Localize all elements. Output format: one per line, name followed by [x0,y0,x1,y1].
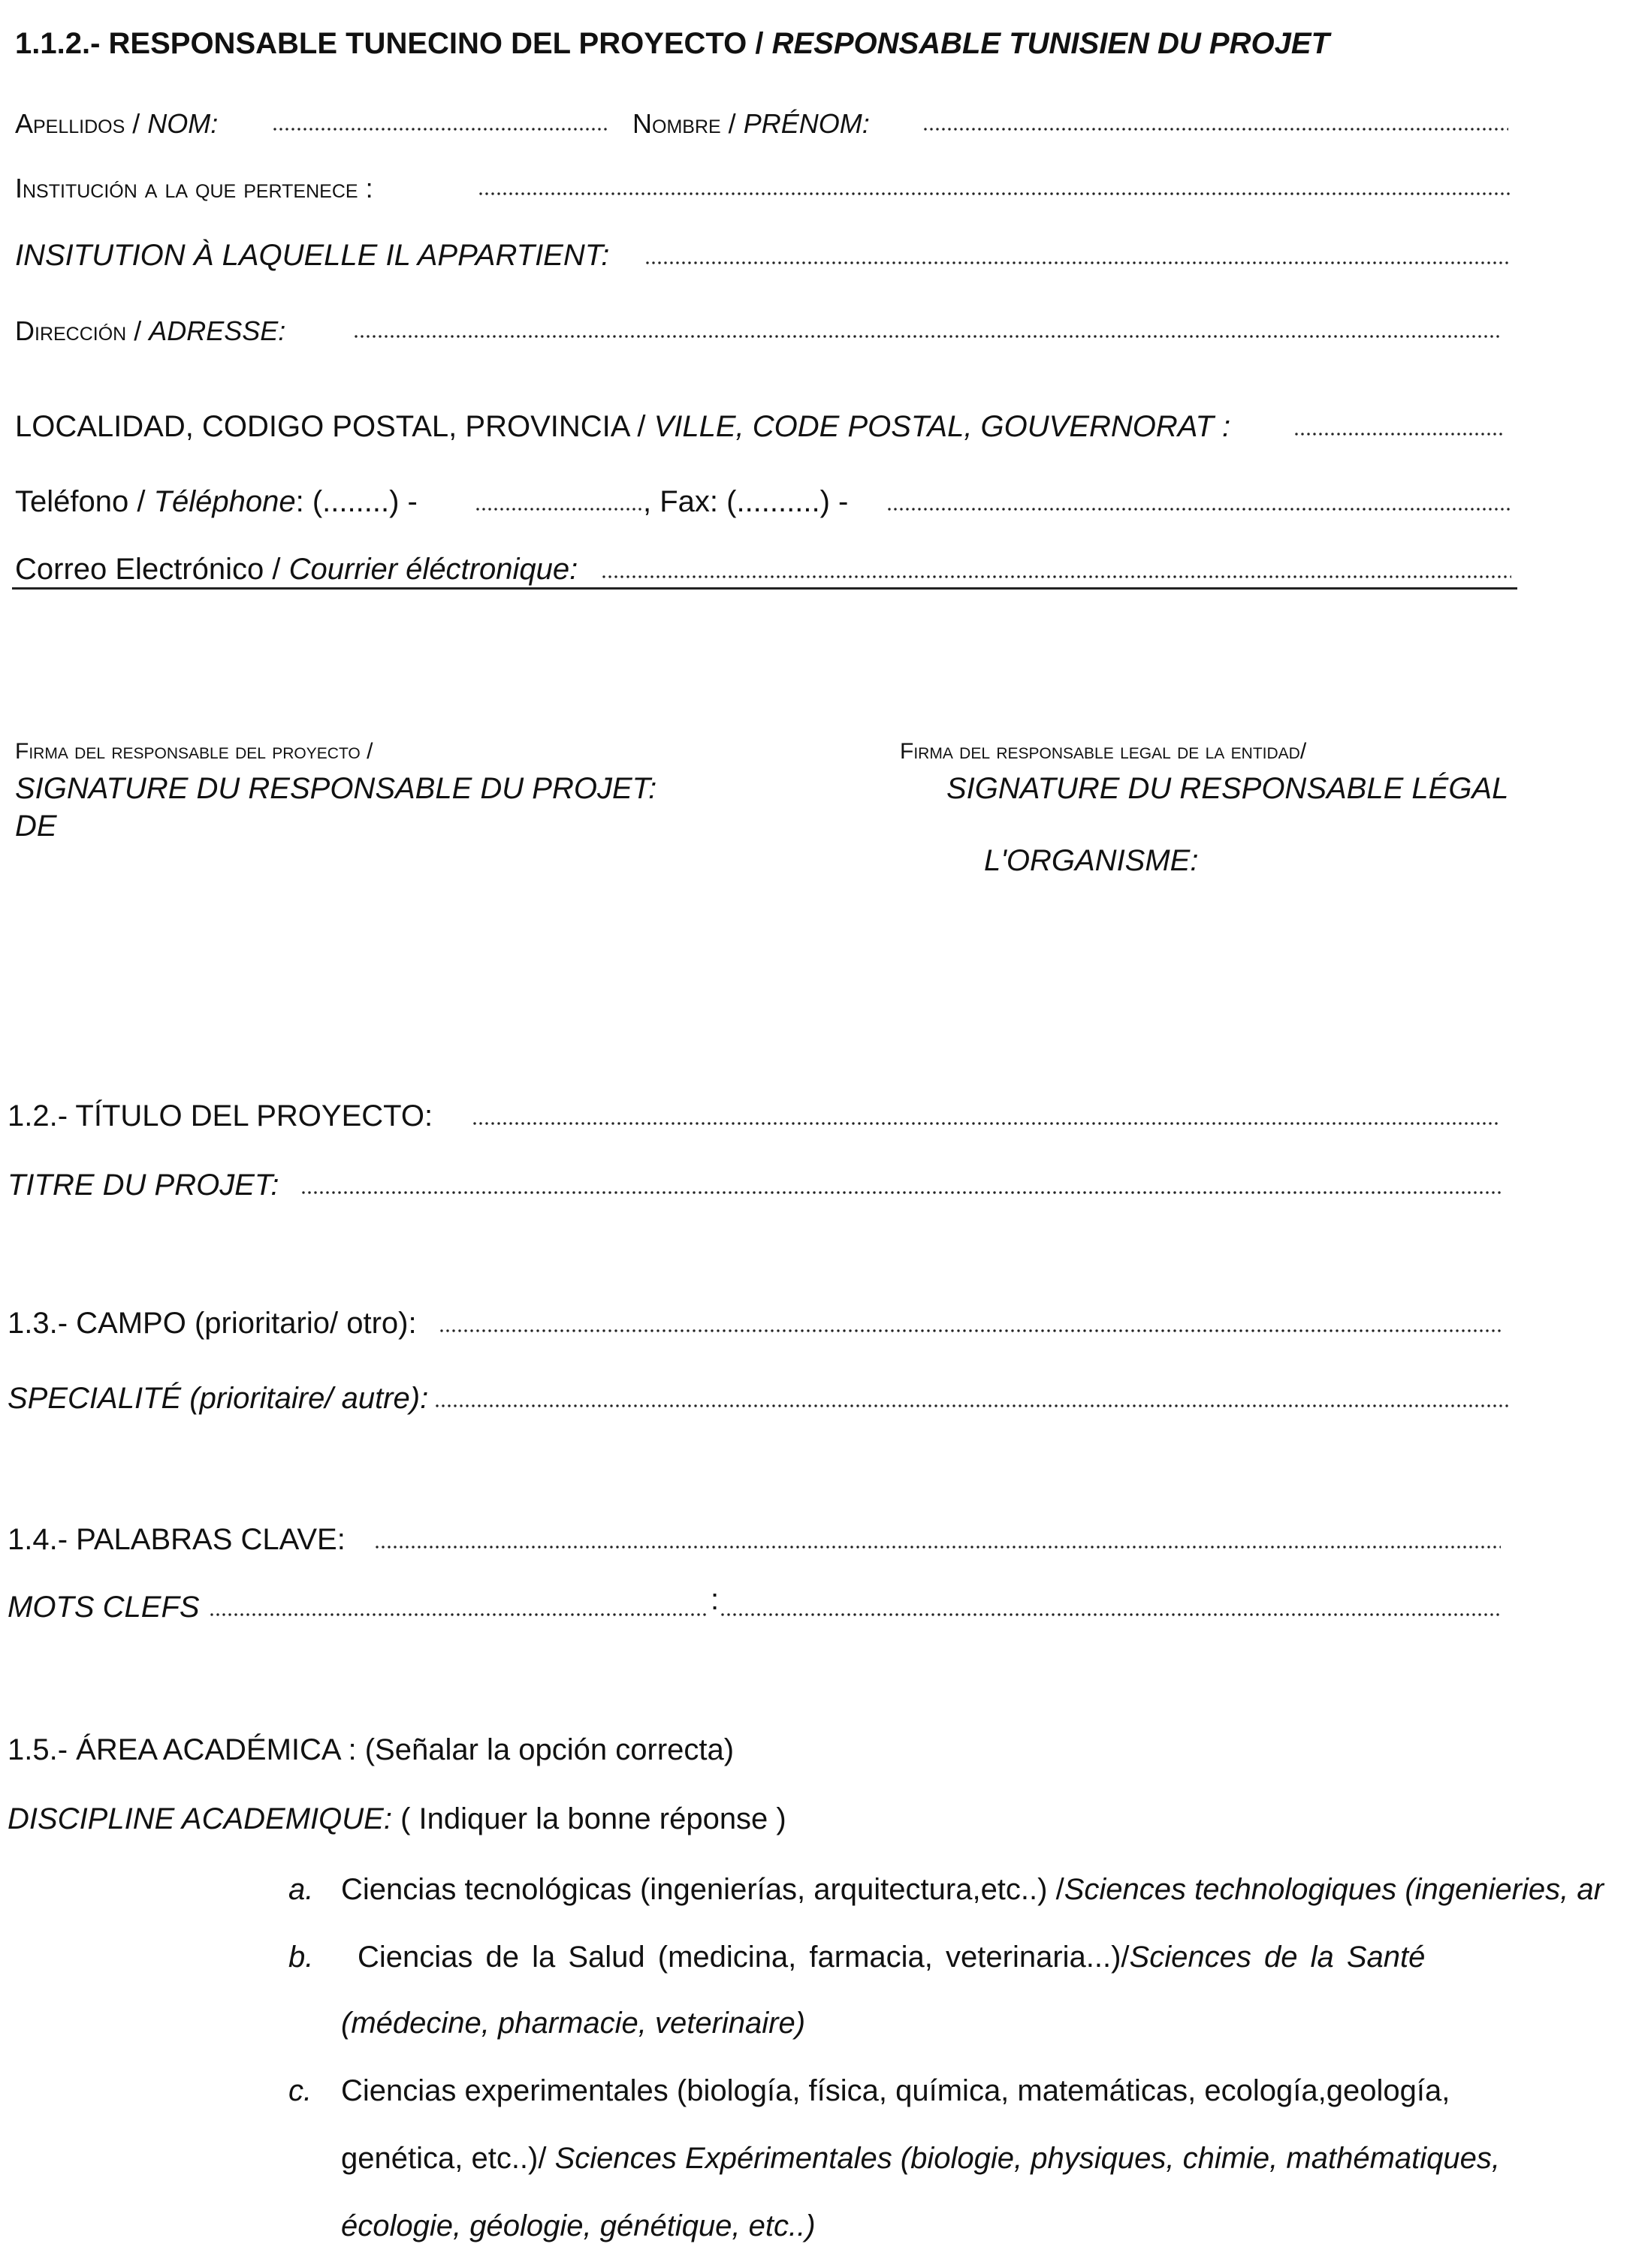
nombre-label-fr: PRÉNOM: [743,108,870,139]
campo-field-fr[interactable] [434,1404,1508,1407]
nombre-label [632,108,870,140]
nombre-label-es: Nombre / [632,108,744,139]
telefono-label-fr: Téléphone [153,485,296,518]
localidad-label-es: LOCALIDAD, CODIGO POSTAL, PROVINCIA / [15,410,654,443]
signature-left-es: Firma del responsable del proyecto / [15,739,373,764]
institucion-field-fr[interactable] [644,261,1510,264]
palabras-label-fr: MOTS CLEFS [8,1591,200,1624]
correo-label-es: Correo Electrónico / [15,553,289,586]
signature-left-fr2: DE [15,810,57,843]
option-b-letter[interactable]: b. [288,1941,314,1974]
institucion-field[interactable] [478,192,1510,195]
option-a-text-fr: Sciences technologiques (ingenieries, ar [1064,1873,1604,1906]
direccion-field[interactable] [353,335,1501,338]
area-label-es: 1.5.- ÁREA ACADÉMICA : (Señalar la opción correcta) [8,1733,735,1766]
option-c-text-fr2: écologie, géologie, génétique, etc..) [341,2209,816,2242]
section-112-heading-es: 1.1.2.- RESPONSABLE TUNECINO DEL PROYECTO / [15,27,772,60]
area-label-fr-it: DISCIPLINE ACADEMIQUE: [8,1802,392,1835]
nombre-field[interactable] [922,128,1508,131]
direccion-label-fr: ADRESSE: [149,315,286,346]
option-b-text-es: Ciencias de la Salud (medicina, farmacia, veterinaria...)/ [358,1941,1130,1974]
signature-right-fr: SIGNATURE DU RESPONSABLE LÉGAL [946,772,1509,805]
correo-label-fr: Courrier éléctronique: [288,553,578,586]
section-112-heading [15,27,1330,61]
institucion-label-fr: INSITUTION À LAQUELLE IL APPARTIENT: [15,239,610,272]
campo-label-es: 1.3.- CAMPO (prioritario/ otro): [8,1307,417,1340]
option-a-text-es: Ciencias tecnológicas (ingenierías, arquitectura,etc..) / [341,1873,1064,1906]
telefono-area: : (........) - [295,485,418,518]
palabras-field-fr-1[interactable] [209,1613,709,1616]
apellidos-field[interactable] [272,128,608,131]
correo-underline [12,587,1517,590]
option-c-text-fr: Sciences Expérimentales (biologie, physiques, chimie, mathématiques, [554,2142,1500,2175]
localidad-label-fr: VILLE, CODE POSTAL, GOUVERNORAT : [653,410,1231,443]
telefono-label [15,485,418,519]
palabras-label-es: 1.4.- PALABRAS CLAVE: [8,1523,346,1556]
telefono-field[interactable] [475,508,643,511]
palabras-colon: : [711,1583,720,1616]
option-a-letter[interactable]: a. [288,1873,314,1906]
option-b-text-fr2: (médecine, pharmacie, veterinaire) [341,2007,806,2040]
signature-right-es: Firma del responsable legal de la entidad/ [900,739,1307,764]
institucion-label-es: Institución a la que pertenece : [15,173,373,204]
correo-label [15,553,578,587]
option-c-text-line2 [341,2142,1500,2176]
titulo-label-fr: TITRE DU PROJET: [8,1169,279,1202]
apellidos-label [15,108,218,140]
localidad-field[interactable] [1293,433,1505,436]
option-b-text[interactable] [358,1941,1425,1974]
area-label-fr [8,1802,786,1836]
titulo-field-fr[interactable] [300,1191,1501,1194]
titulo-field[interactable] [472,1122,1501,1125]
option-c-letter[interactable]: c. [288,2074,312,2107]
telefono-label-es: Teléfono / [15,485,154,518]
campo-label-fr: SPECIALITÉ (prioritaire/ autre): [8,1382,429,1415]
localidad-label [15,410,1230,444]
direccion-label [15,315,285,347]
signature-right-fr2: L'ORGANISME: [984,844,1199,877]
apellidos-label-es: Apellidos / [15,108,148,139]
option-b-text-fr: Sciences de la Santé [1129,1941,1426,1974]
option-c-text-es2: genética, etc..)/ [341,2142,555,2175]
palabras-field-fr-2[interactable] [720,1613,1501,1616]
area-label-fr-rest: ( Indiquer la bonne réponse ) [391,1802,786,1835]
correo-field[interactable] [601,575,1511,578]
campo-field[interactable] [439,1329,1501,1332]
titulo-label-es: 1.2.- TÍTULO DEL PROYECTO: [8,1099,433,1132]
option-c-text-es[interactable]: Ciencias experimentales (biología, física, química, matemáticas, ecología,geología, [341,2074,1450,2107]
section-112-heading-fr: RESPONSABLE TUNISIEN DU PROJET [771,27,1330,60]
direccion-label-es: Dirección / [15,315,149,346]
fax-label: , Fax: (..........) - [643,485,849,518]
option-a-text[interactable] [341,1873,1604,1907]
signature-left-fr: SIGNATURE DU RESPONSABLE DU PROJET: [15,772,657,805]
palabras-field[interactable] [374,1546,1501,1549]
apellidos-label-fr: NOM: [147,108,219,139]
fax-field[interactable] [886,508,1510,511]
